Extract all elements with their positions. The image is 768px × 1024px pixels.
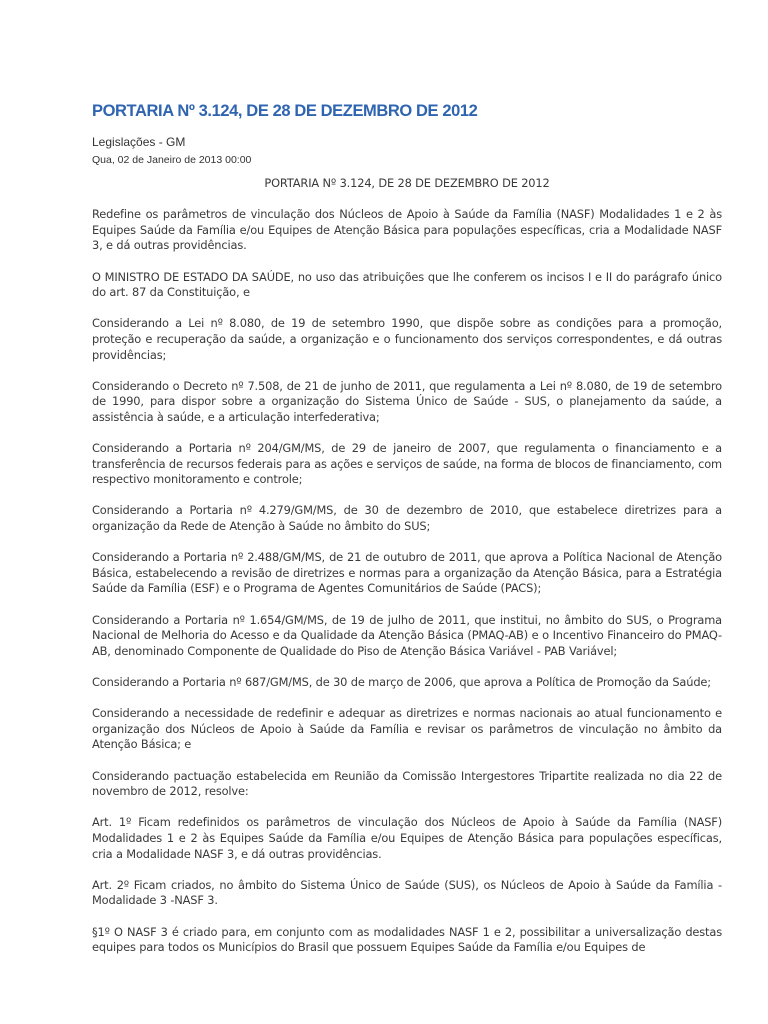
paragraph-preamble: O MINISTRO DE ESTADO DA SAÚDE, no uso das atribuições que lhe conferem os incisos I e II do parágrafo único do art. 87 da Constituição, e <box>92 269 722 300</box>
paragraph-considerando: Considerando pactuação estabelecida em Reunião da Comissão Intergestores Tripartite realizada no dia 22 de novembro de 2012, resolve: <box>92 768 722 799</box>
paragraph-considerando: Considerando a Portaria nº 1.654/GM/MS, de 19 de julho de 2011, que institui, no âmbito do SUS, o Programa Nacional de Melhoria do Acesso e da Qualidade da Atenção Básica (PMAQ-AB) e o Incentivo Financeiro do PMAQ-AB, denominado Componente de Qualidade do Piso de Atenção Básica Variável - PAB Variável; <box>92 612 722 658</box>
paragraph-considerando: Considerando a Lei nº 8.080, de 19 de setembro 1990, que dispõe sobre as condições para a promoção, proteção e recuperação da saúde, a organização e o funcionamento dos serviços correspondentes, e dá outras providências; <box>92 316 722 362</box>
document-body <box>92 176 722 956</box>
category-label: Legislações - GM <box>92 135 186 149</box>
paragraph-considerando: Considerando o Decreto nº 7.508, de 21 de junho de 2011, que regulamenta a Lei nº 8.080, de 19 de setembro de 1990, para dispor sobre a organização do Sistema Único de Saúde - SUS, o planejamento da saúde, a assistência à saúde, e a articulação interfederativa; <box>92 378 722 424</box>
page-title: PORTARIA Nº 3.124, DE 28 DE DEZEMBRO DE 2012 <box>92 102 478 120</box>
document-page <box>92 100 722 971</box>
paragraph-considerando: Considerando a Portaria nº 4.279/GM/MS, de 30 de dezembro de 2010, que estabelece diretrizes para a organização da Rede de Atenção à Saúde no âmbito do SUS; <box>92 503 722 534</box>
publish-date: Qua, 02 de Janeiro de 2013 00:00 <box>92 154 252 166</box>
paragraph-section-1: §1º O NASF 3 é criado para, em conjunto com as modalidades NASF 1 e 2, possibilitar a universalização destas equipes para todos os Municípios do Brasil que possuem Equipes Saúde da Família e/ou Equipes de <box>92 924 722 955</box>
paragraph-considerando: Considerando a necessidade de redefinir e adequar as diretrizes e normas nacionais ao atual funcionamento e organização dos Núcleos de Apoio à Saúde da Família e revisar os parâmetros de vinculação no âmbito da Atenção Básica; e <box>92 706 722 752</box>
paragraph-article-2: Art. 2º Ficam criados, no âmbito do Sistema Único de Saúde (SUS), os Núcleos de Apoio à Saúde da Família - Modalidade 3 -NASF 3. <box>92 877 722 908</box>
paragraph-considerando: Considerando a Portaria nº 687/GM/MS, de 30 de março de 2006, que aprova a Política de Promoção da Saúde; <box>92 675 711 689</box>
paragraph-ementa: Redefine os parâmetros de vinculação dos Núcleos de Apoio à Saúde da Família (NASF) Modalidades 1 e 2 às Equipes Saúde da Família e/ou Equipes de Atenção Básica para populações específicas, cria a Modalidade NASF 3, e dá outras providências. <box>92 207 722 253</box>
paragraph-considerando: Considerando a Portaria nº 204/GM/MS, de 29 de janeiro de 2007, que regulamenta o financiamento e a transferência de recursos federais para as ações e serviços de saúde, na forma de blocos de financiamento, com respectivo monitoramento e controle; <box>92 441 722 487</box>
paragraph-article-1: Art. 1º Ficam redefinidos os parâmetros de vinculação dos Núcleos de Apoio à Saúde da Família (NASF) Modalidades 1 e 2 às Equipes Saúde da Família e/ou Equipes de Atenção Básica para populações específicas, cria a Modalidade NASF 3, e dá outras providências. <box>92 815 722 861</box>
document-heading: PORTARIA Nº 3.124, DE 28 DE DEZEMBRO DE 2012 <box>264 176 550 190</box>
paragraph-considerando: Considerando a Portaria nº 2.488/GM/MS, de 21 de outubro de 2011, que aprova a Política Nacional de Atenção Básica, estabelecendo a revisão de diretrizes e normas para a organização da Atenção Básica, para a Estratégia Saúde da Família (ESF) e o Programa de Agentes Comunitários de Saúde (PACS); <box>92 550 722 596</box>
